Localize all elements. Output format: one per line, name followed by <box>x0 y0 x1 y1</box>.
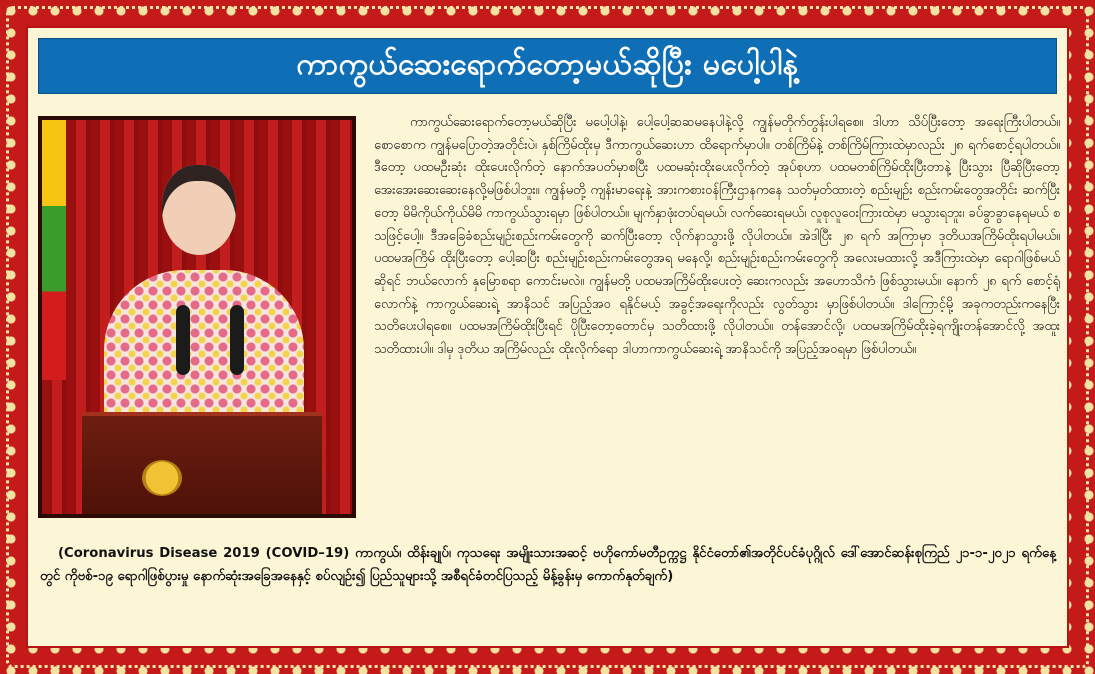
headline: ကာကွယ်ဆေးရောက်တော့မယ်ဆိုပြီး မပေါ့ပါနဲ့ <box>296 46 799 82</box>
flag-icon <box>42 120 66 380</box>
podium <box>82 412 322 514</box>
state-emblem-icon <box>142 460 182 496</box>
speech-caption: (Coronavirus Disease 2019 (COVID–19) ကာကွယ်၊ ထိန်းချုပ်၊ ကုသရေး အမျိုးသားအဆင့် ဗဟိုကော်မတီဥက္ကဋ္ဌ နိုင်ငံတော်၏အတိုင်ပင်ခံပုဂ္ဂိုလ် ဒေါ်အောင်ဆန်းစုကြည် ၂၁-၁-၂၀၂၁ ရက်နေ့တွင် ကိုဗစ်-၁၉ ရောဂါဖြစ်ပွားမှု နောက်ဆုံးအခြေအနေနှင့် စပ်လျဉ်း၍ ပြည်သူများသို့ အစီရင်ခံတင်ပြသည့် မိန့်ခွန်းမှ ကောက်နုတ်ချက်) <box>40 546 1056 584</box>
microphone-icon <box>230 305 244 375</box>
content-panel <box>26 26 1069 648</box>
headline-banner <box>38 38 1057 94</box>
speaker-photo <box>38 116 356 518</box>
speaker-head <box>162 165 236 255</box>
photo-scene <box>42 120 352 514</box>
speaker-body <box>104 270 304 430</box>
article-body: ကာကွယ်ဆေးရောက်တော့မယ်ဆိုပြီး မပေါ့ပါနဲ့၊ ပေါ့ပေါ့ဆဆမနေပါနဲ့လို့ ကျွန်မတိုက်တွန်းပါရစေ။ ဒါဟာ သိပ်ပြီးတော့ အရေးကြီးပါတယ်။ စောစောက ကျွန်မပြောတဲ့အတိုင်းပဲ၊ နှစ်ကြိမ်ထိုးမှ ဒီကာကွယ်ဆေးဟာ ထိရောက်မှာပါ။ တစ်ကြိမ်နဲ့ တစ်ကြိမ်ကြားထဲမှာလည်း ၂၈ ရက်စောင့်ရပါတယ်။ ဒီတော့ ပထမဦးဆုံး ထိုးပေးလိုက်တဲ့ နောက်အပတ်မှာစပြီး ပထမဆုံးထိုးပေးလိုက်တဲ့ အုပ်စုဟာ ပထမတစ်ကြိမ်ထိုးပြီးတာနဲ့ ပြီးသွား ပြီဆိုပြီးတော့ အေးအေးဆေးဆေးနေလို့မဖြစ်ပါဘူး။ ကျွန်မတို့ ကျန်းမာရေးနဲ့ အားကစားဝန်ကြီးဌာနကနေ သတ်မှတ်ထားတဲ့ စည်းမျဉ်း စည်းကမ်းတွေအတိုင်း ဆက်ပြီးတော့ မိမိကိုယ်ကိုယ်မိမိ ကာကွယ်သွားရမှာ ဖြစ်ပါတယ်။ မျက်နှာဖုံးတပ်ရမယ်၊ လက်ဆေးရမယ်၊ လူစုလူဝေးကြားထဲမှာ မသွားရဘူး၊ ခပ်ခွာခွာနေရမယ် စသဖြင့်ပေါ့။ ဒီအခြေခံစည်းမျဉ်းစည်းကမ်းတွေကို ဆက်ပြီးတော့ လိုက်နာသွားဖို့ လိုပါတယ်။ အဲဒါပြီး ၂၈ ရက် အကြာမှာ ဒုတိယအကြိမ်ထိုးရပါမယ်။ ပထမအကြိမ် ထိုးပြီးတော့ ပေါ့ဆပြီး စည်းမျဉ်းစည်းကမ်းတွေအရ မနေလို့၊ စည်းမျဉ်းစည်းကမ်းတွေကို အလေးမထားလို့ အဒီကြားထဲမှာ ရောဂါဖြစ်မယ်ဆိုရင် ဘယ်လောက် နှမြောစရာ ကောင်းမလဲ။ ကျွန်မတို့ ပထမအကြိမ်ထိုးပေးတဲ့ ဆေးကလည်း အဟောသိကံ ဖြစ်သွားမယ်။ နောက် ၂၈ ရက် စောင့်ရုံလောက်နဲ့ ကာကွယ်ဆေးရဲ့ အာနိသင် အပြည့်အဝ ရနိုင်မယ့် အခွင့်အရေးကိုလည်း လွတ်သွား မှာဖြစ်ပါတယ်။ ဒါကြောင့်မို့ အခုကတည်းကနေပြီး သတိပေးပါရစေ။ ပထမအကြိမ်ထိုးပြီးရင် ပိုပြီးတော့တောင်မှ သတိထားဖို့ လိုပါတယ်။ တန်အောင်လို့၊ ပထမအကြိမ်ထိုးခဲ့ရကျိုးတန်အောင်လို့ အထူးသတိထားပါ။ ဒါမှ ဒုတိယ အကြိမ်လည်း ထိုးလိုက်ရော ဒါဟာကာကွယ်ဆေးရဲ့ အာနိသင်ကို အပြည့်အဝရမှာ ဖြစ်ပါတယ်။ <box>374 115 1060 358</box>
microphone-icon <box>176 305 190 375</box>
